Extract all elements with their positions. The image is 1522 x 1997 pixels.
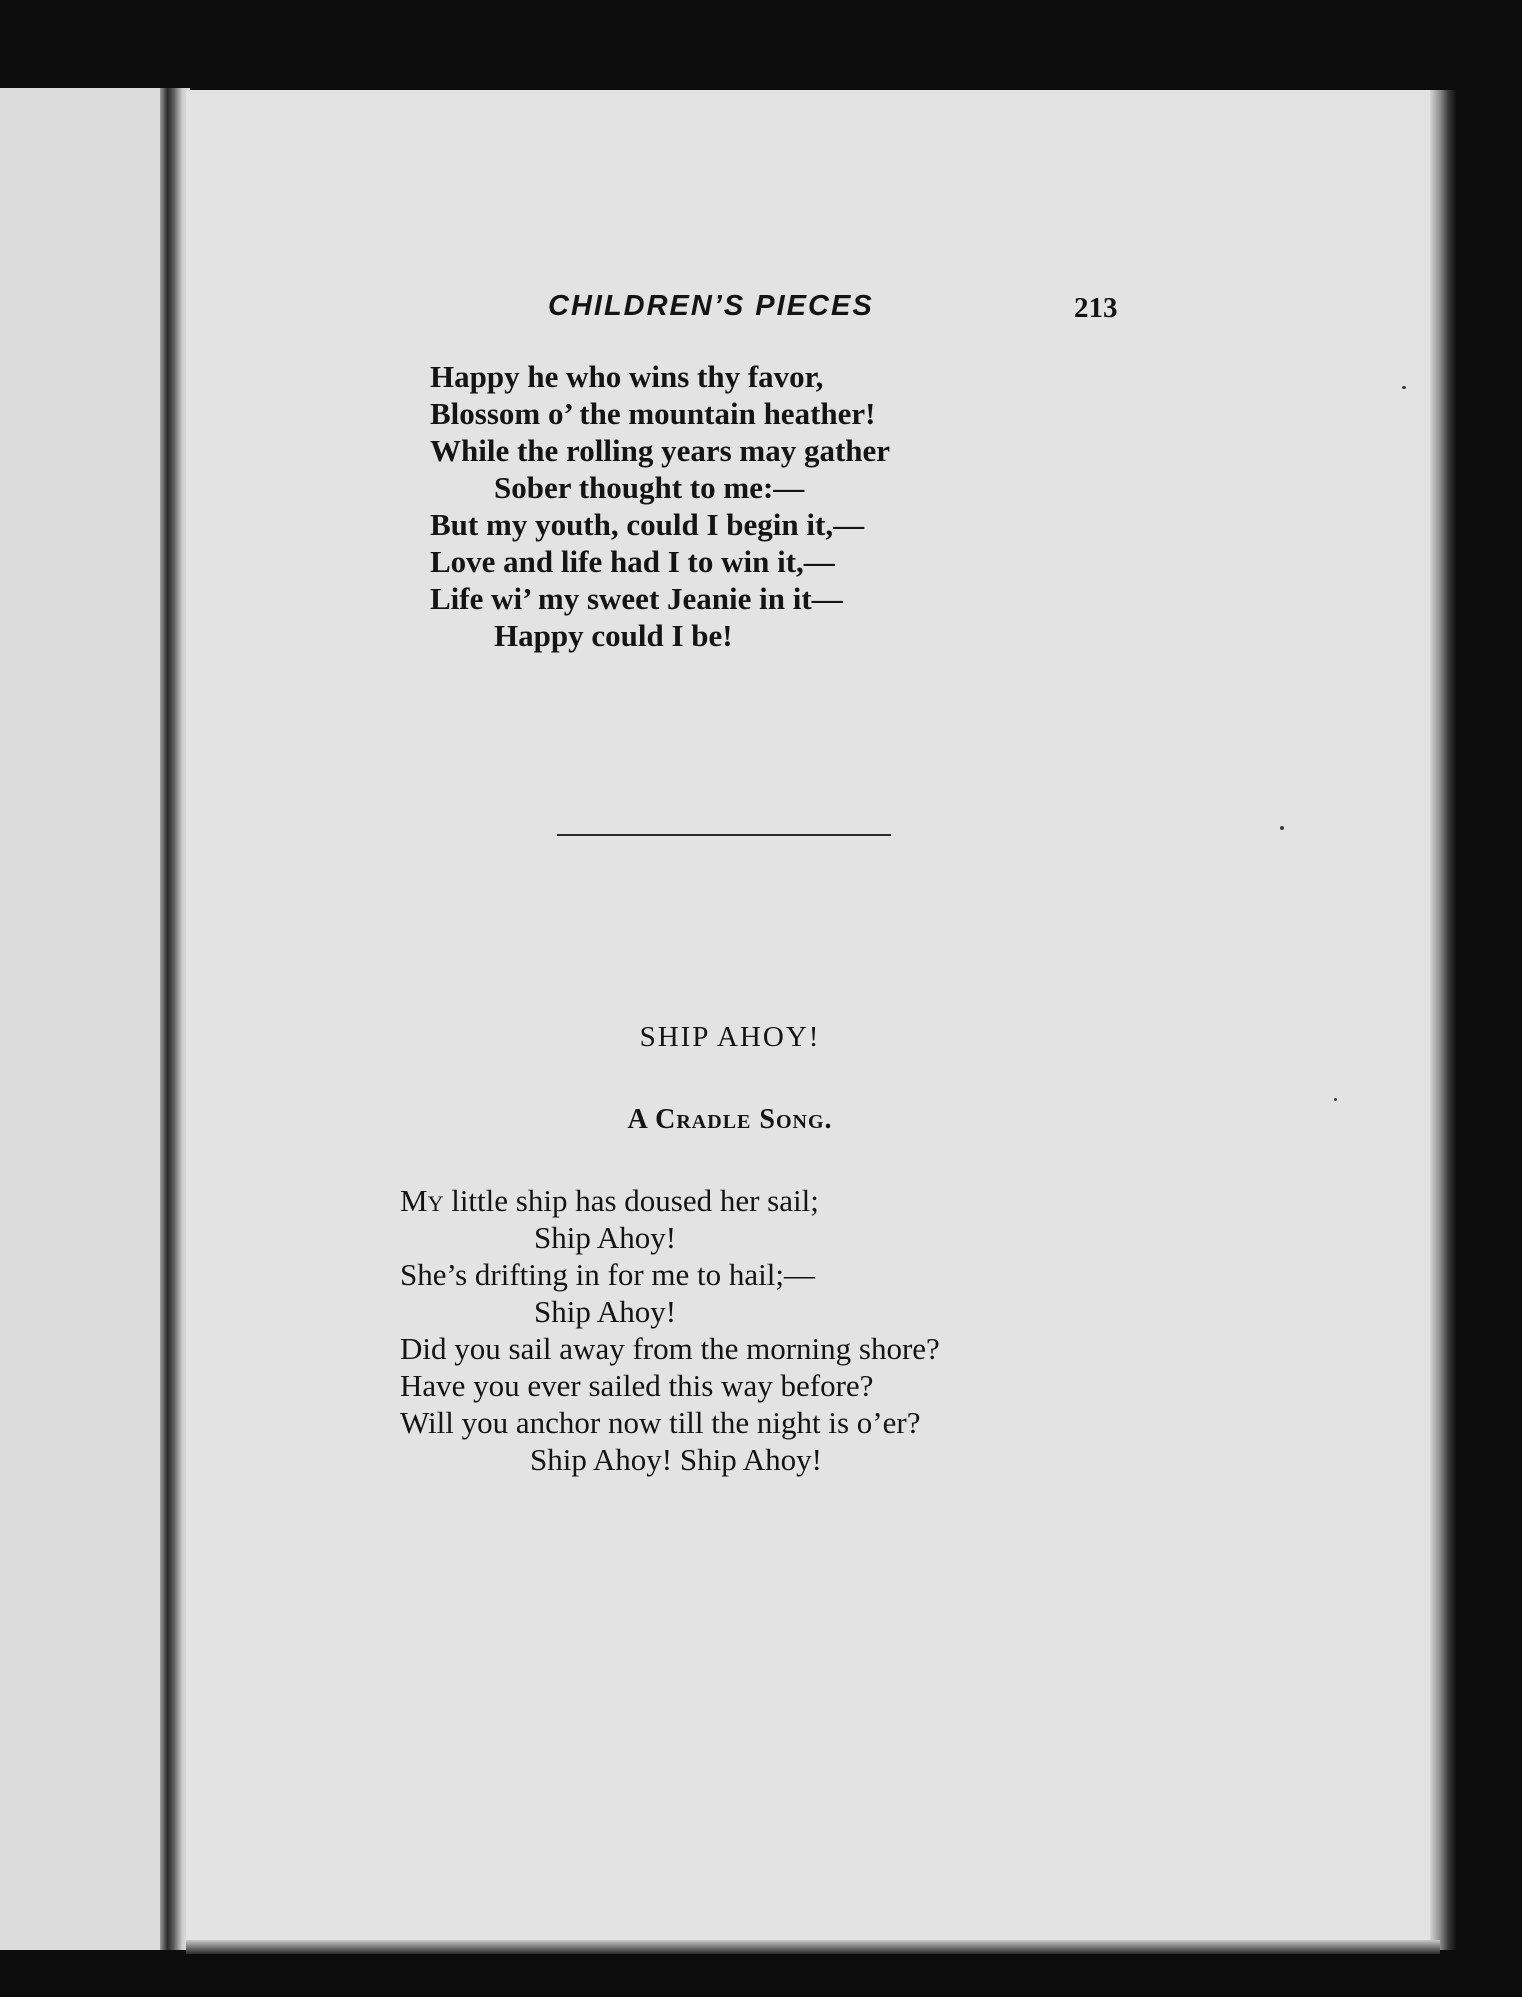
poem-line: Will you anchor now till the night is o’er? [400,1405,921,1440]
scan-speck [1402,386,1406,389]
running-title: CHILDREN’S PIECES [548,290,874,322]
left-page-edge [0,88,170,1950]
stanza-line: Love and life had I to win it,— [430,544,835,579]
poem-line: Ship Ahoy! [534,1294,677,1329]
stanza-line: Happy he who wins thy favor, [430,359,824,394]
page-number: 213 [1074,292,1118,324]
poem-line: Did you sail away from the morning shore? [400,1331,940,1366]
poem-line: Have you ever sailed this way before? [400,1368,874,1403]
poem-line: Ship Ahoy! [534,1220,677,1255]
poem-line: She’s drifting in for me to hail;— [400,1257,816,1292]
poem-line: Ship Ahoy! Ship Ahoy! [530,1442,822,1477]
poem-line [400,1182,940,1219]
poem-body [400,1182,940,1478]
stanza-line: Blossom o’ the mountain heather! [430,396,876,431]
poem-first-word: My [400,1183,444,1218]
stanza-line: But my youth, could I begin it,— [430,507,865,542]
stanza-line: While the rolling years may gather [430,433,891,468]
section-divider-rule [557,834,891,836]
scan-speck [1280,826,1284,830]
previous-poem-stanza [430,358,890,654]
stanza-line: Sober thought to me:— [494,470,805,505]
scan-speck [1334,1098,1337,1101]
poem-title: SHIP AHOY! [639,1021,821,1053]
stanza-line: Happy could I be! [494,618,733,653]
stanza-line: Life wi’ my sweet Jeanie in it— [430,581,843,616]
poem-subtitle: A Cradle Song. [627,1104,833,1135]
poem-first-line-rest: little ship has doused her sail; [443,1183,819,1218]
page-right-edge [1430,90,1456,1950]
page-bottom-edge [186,1940,1440,1954]
